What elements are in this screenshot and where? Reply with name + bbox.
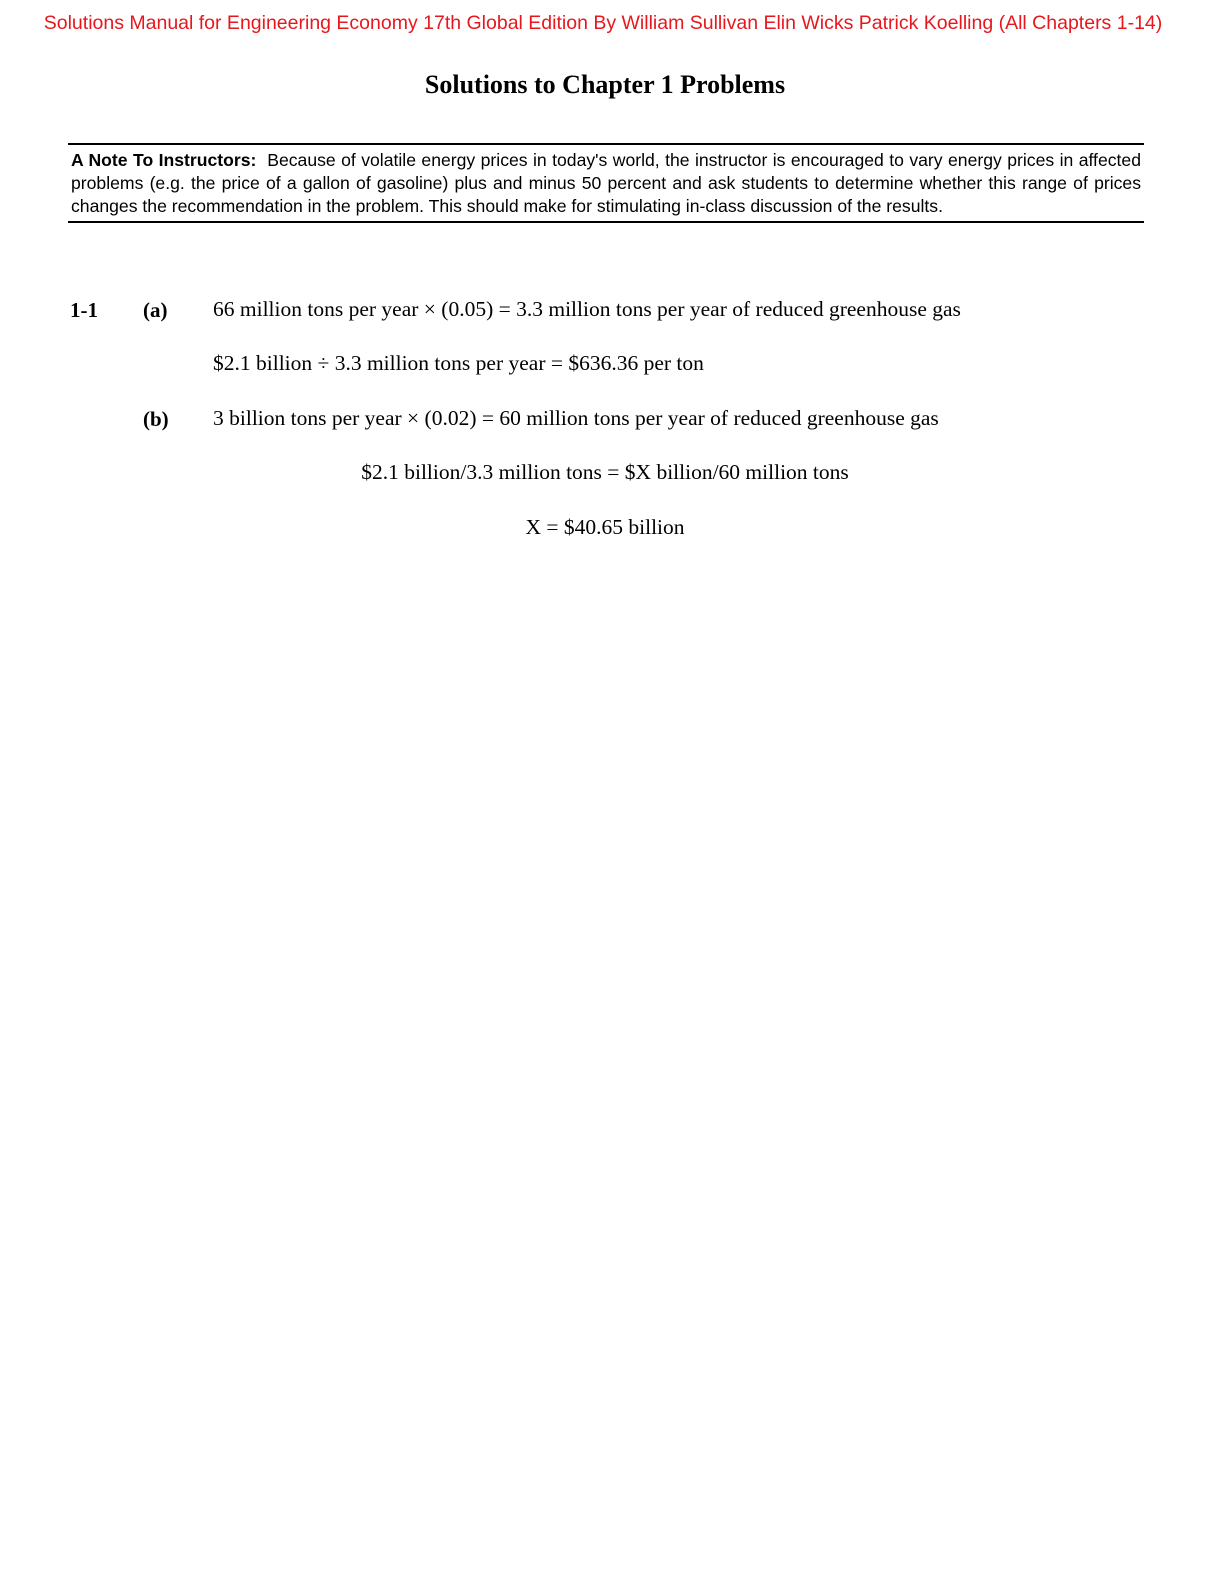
part-b-label: (b) [143,407,169,431]
note-text: Because of volatile energy prices in today's world, the instructor is encouraged to vary energy prices in affected problems (e.g. the price of a gallon of gasoline) plus and minus 50 percent and ask students to determine whether this range of prices changes the recommendation in the problem. This should make for stimulating in-class discussion of the results. [71,150,1141,216]
part-b-equation: $2.1 billion/3.3 million tons = $X billion/60 million tons [361,460,849,484]
part-b-result: X = $40.65 billion [525,515,685,539]
document-header-banner: Solutions Manual for Engineering Economy 17th Global Edition By William Sullivan Elin Wicks Patrick Koelling (All Chapters 1-14) [43,12,1163,34]
part-a-label: (a) [143,298,168,322]
part-a-line-1: 66 million tons per year × (0.05) = 3.3 million tons per year of reduced greenhouse gas [213,297,961,321]
part-a-line-2: $2.1 billion ÷ 3.3 million tons per year = $636.36 per ton [213,351,704,375]
part-b-line-1: 3 billion tons per year × (0.02) = 60 million tons per year of reduced greenhouse gas [213,406,939,430]
problem-number: 1-1 [70,298,98,322]
note-label: A Note To Instructors: [71,150,257,170]
instructor-note [68,143,1144,223]
page-title: Solutions to Chapter 1 Problems [424,70,786,99]
